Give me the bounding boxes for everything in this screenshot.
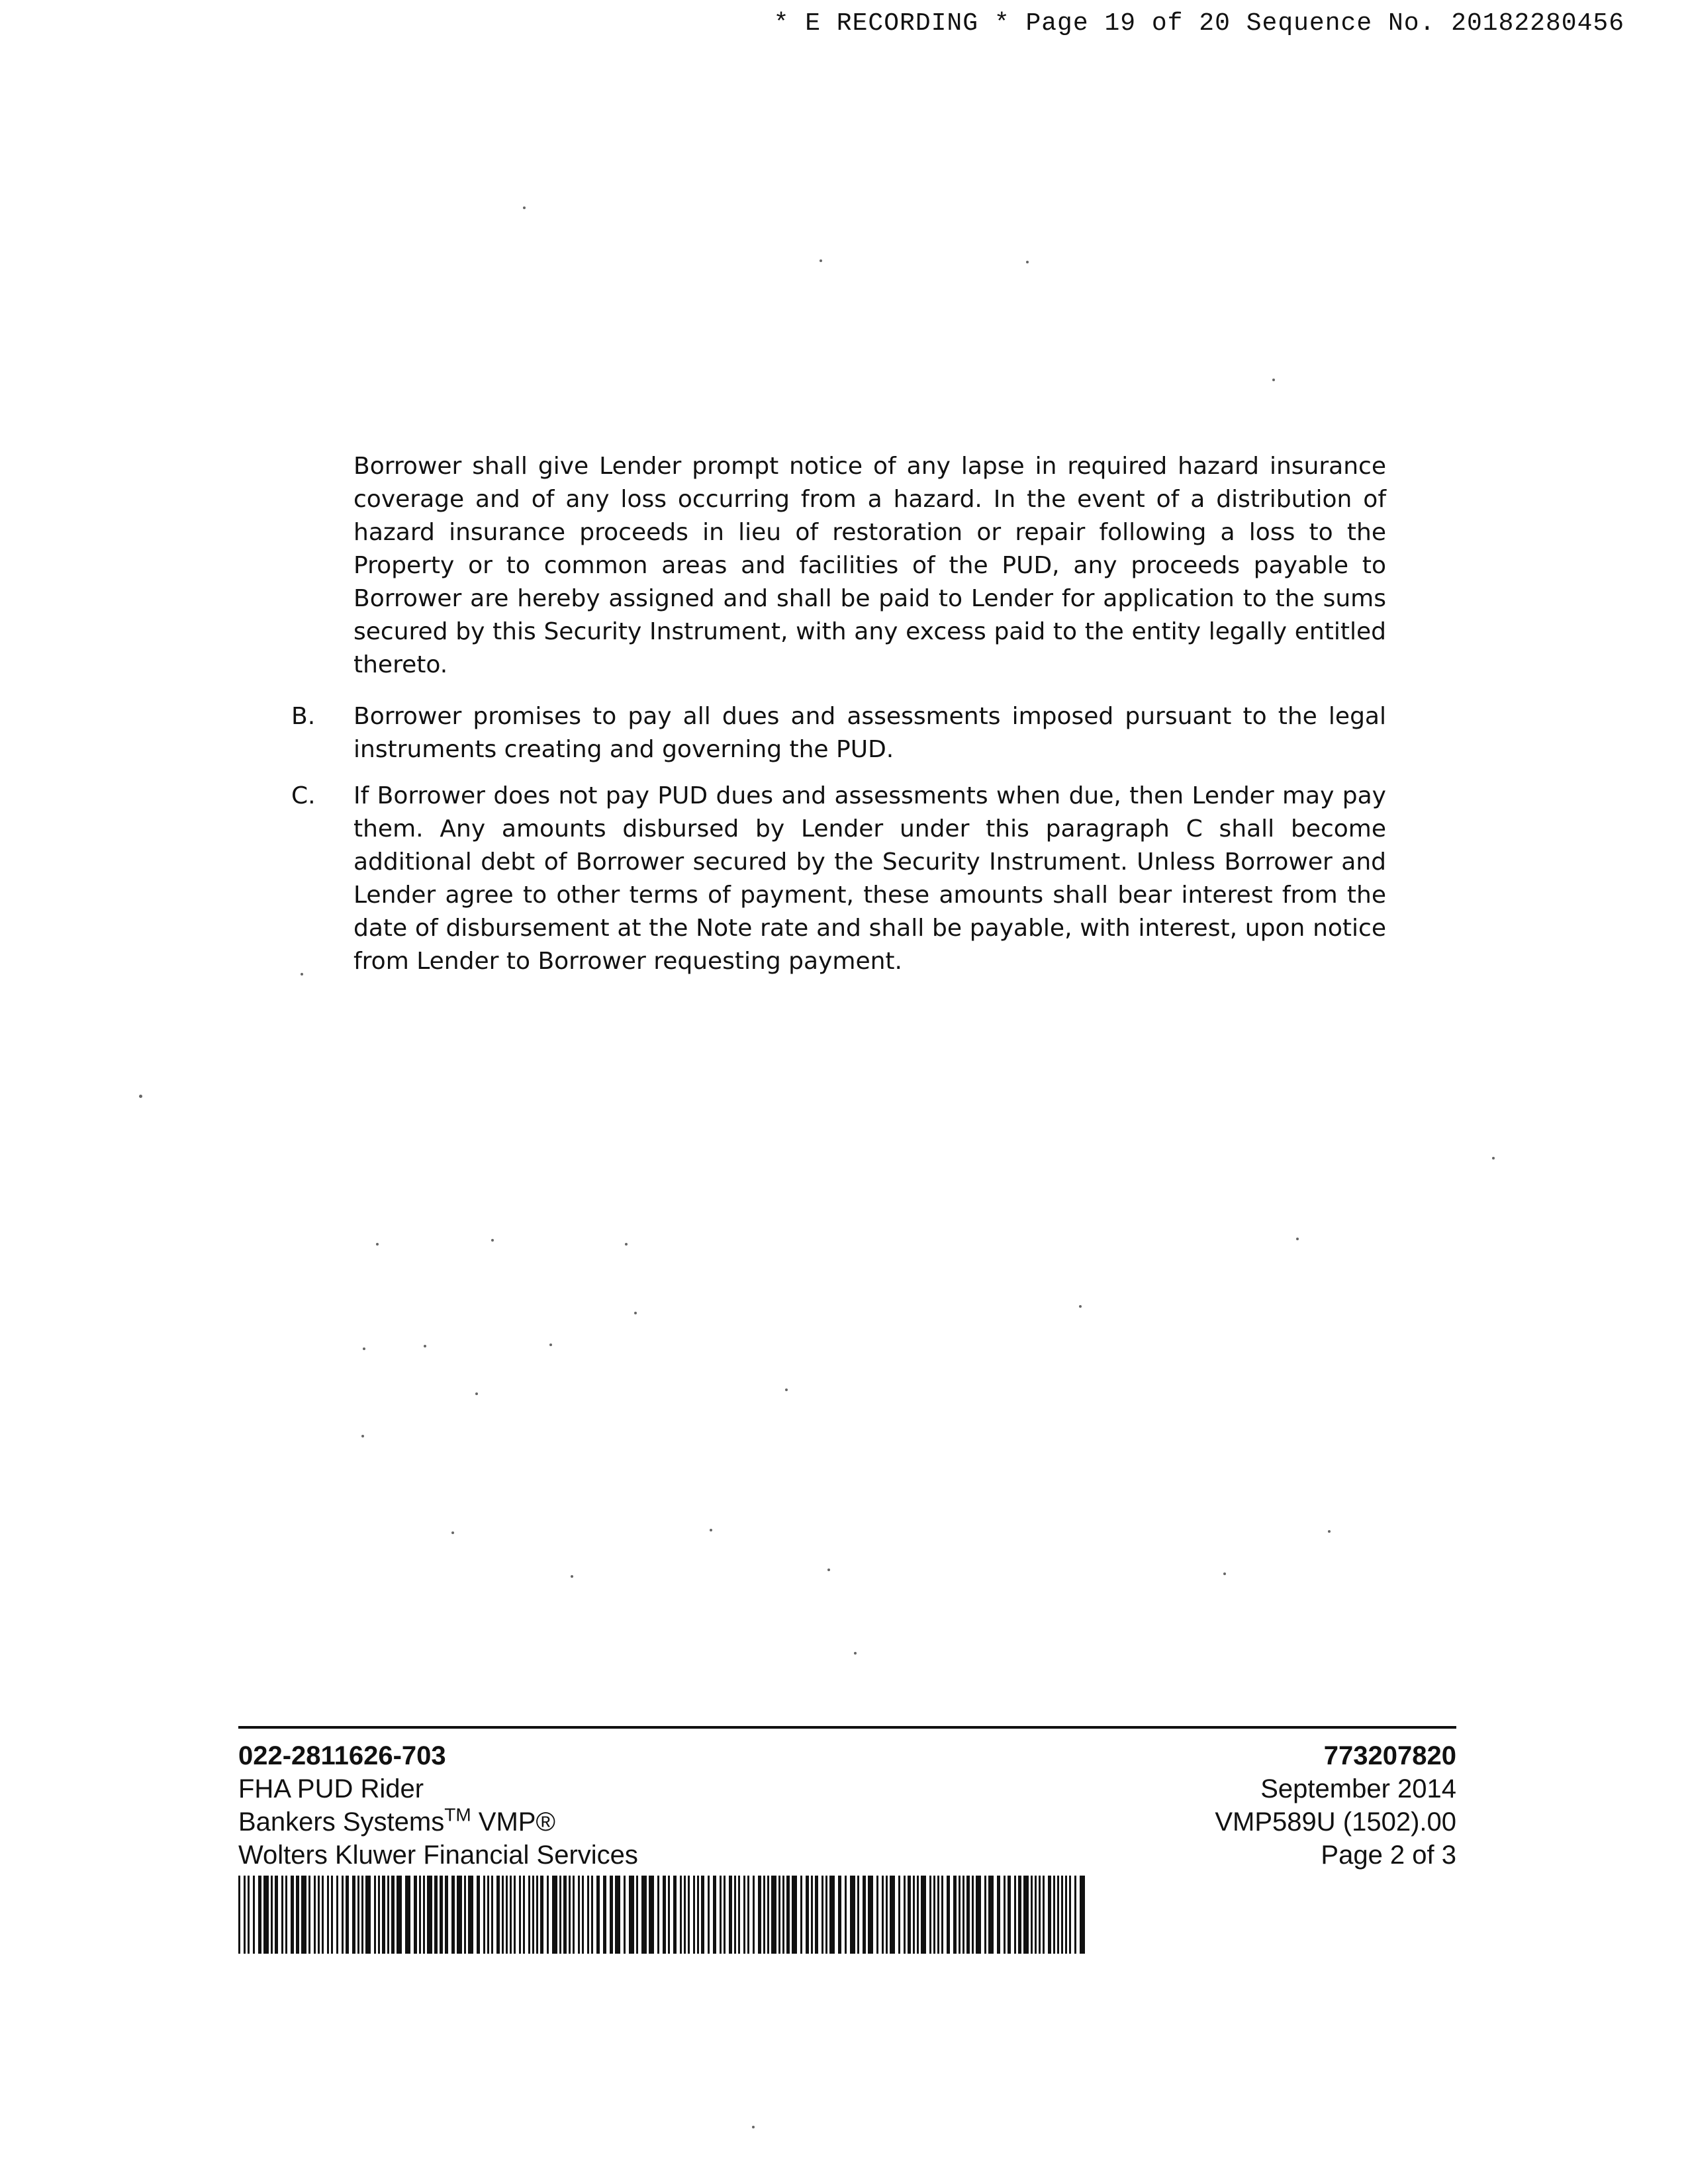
barcode-bar <box>296 1876 299 1954</box>
barcode-bar <box>540 1876 543 1954</box>
barcode-bar <box>419 1876 421 1954</box>
item-text: Borrower promises to pay all dues and assessments imposed pursuant to the legal instruments creating and governing the PUD. <box>353 703 1386 763</box>
barcode-bar <box>519 1876 521 1954</box>
recording-header: * E RECORDING * Page 19 of 20 Sequence No. 20182280456 <box>773 9 1624 38</box>
barcode-bar <box>281 1876 283 1954</box>
barcode-bar <box>1061 1876 1063 1954</box>
barcode-bar <box>825 1876 827 1954</box>
item-b <box>291 700 1386 766</box>
barcode-bar <box>763 1876 765 1954</box>
barcode-bar <box>1080 1876 1085 1954</box>
barcode-bar <box>882 1876 884 1954</box>
barcode-bar <box>506 1876 508 1954</box>
item-marker: B. <box>291 703 316 730</box>
barcode-bar <box>301 1876 306 1954</box>
barcode-bar <box>445 1876 448 1954</box>
barcode-bar <box>898 1876 900 1954</box>
barcode-bar <box>624 1876 626 1954</box>
footer-right <box>1215 1739 1456 1872</box>
barcode-bar <box>532 1876 534 1954</box>
barcode-bar <box>782 1876 784 1954</box>
barcode-bar <box>680 1876 682 1954</box>
barcode-bar <box>528 1876 530 1954</box>
barcode-bar <box>708 1876 710 1954</box>
barcode-bar <box>253 1876 255 1954</box>
barcode-bar <box>1069 1876 1071 1954</box>
publisher: Wolters Kluwer Financial Services <box>238 1841 638 1870</box>
footer-left <box>238 1739 638 1872</box>
barcode-bar <box>771 1876 776 1954</box>
barcode-bar <box>921 1876 926 1954</box>
barcode-bar <box>668 1876 670 1954</box>
item-text: If Borrower does not pay PUD dues and assessments when due, then Lender may pay them. Any amounts disbursed by Lender under this paragraph C shall become additional debt of Borrower secured by the Security Instrument. Unless Borrower and Lender agree to other terms of payment, these amounts shall bear interest from the date of disbursement at the Note rate and shall be payable, with interest, upon notice from Lender to Borrower requesting payment. <box>353 782 1386 975</box>
barcode-bar <box>792 1876 797 1954</box>
barcode-bar <box>815 1876 818 1954</box>
barcode-bar <box>547 1876 549 1954</box>
barcode-bar <box>811 1876 813 1954</box>
barcode-bar <box>738 1876 740 1954</box>
barcode-bar <box>591 1876 593 1954</box>
barcode-bar <box>890 1876 895 1954</box>
barcode-bar <box>947 1876 950 1954</box>
barcode-bar <box>382 1876 385 1954</box>
barcode-bar <box>314 1876 316 1954</box>
barcode-bar <box>701 1876 704 1954</box>
barcode-bar <box>248 1876 250 1954</box>
barcode-bar <box>308 1876 310 1954</box>
barcode-bar <box>361 1876 363 1954</box>
barcode-bar <box>327 1876 329 1954</box>
barcode-bar <box>913 1876 915 1954</box>
barcode-bar <box>291 1876 294 1954</box>
barcode-bar <box>850 1876 855 1954</box>
barcode-bar <box>427 1876 432 1954</box>
barcode-bar <box>933 1876 935 1954</box>
barcode-bar <box>405 1876 410 1954</box>
page-label: Page 2 of 3 <box>1321 1841 1456 1870</box>
barcode-bar <box>440 1876 443 1954</box>
barcode-bar <box>569 1876 571 1954</box>
paragraph-a: Borrower shall give Lender prompt notice of any lapse in required hazard insurance coverage and of any loss occurring from a hazard. In the event of a distribution of hazard insurance proceeds in lieu of restoration or repair following a loss to the Property or to common areas and facilities of the PUD, any proceeds payable to Borrower are hereby assigned and shall be paid to Lender for application to the sums secured by this Security Instrument, with any excess paid to the entity legally entitled thereto. <box>353 453 1386 678</box>
barcode-bar <box>800 1876 802 1954</box>
barcode-bar <box>724 1876 726 1954</box>
barcode-bar <box>984 1876 986 1954</box>
barcode-bar <box>863 1876 866 1954</box>
item-marker: C. <box>291 782 316 809</box>
barcode-bar <box>331 1876 333 1954</box>
barcode-bar <box>491 1876 493 1954</box>
barcode-bar <box>673 1876 677 1954</box>
barcode-bar <box>693 1876 695 1954</box>
barcode-bar <box>552 1876 557 1954</box>
doc-number: 773207820 <box>1323 1741 1456 1770</box>
barcode-bar <box>610 1876 613 1954</box>
barcode-bar <box>397 1876 402 1954</box>
barcode-bar <box>414 1876 417 1954</box>
footer-rule <box>238 1726 1456 1729</box>
barcode-bar <box>657 1876 659 1954</box>
barcode-bar <box>464 1876 466 1954</box>
barcode-bar <box>697 1876 699 1954</box>
barcode-bar <box>829 1876 835 1954</box>
barcode-bar <box>559 1876 561 1954</box>
loan-number: 022-2811626-703 <box>238 1741 446 1770</box>
vendor-line <box>238 1805 638 1839</box>
barcode-bar <box>244 1876 246 1954</box>
barcode-bar <box>1018 1876 1021 1954</box>
barcode-bar <box>483 1876 485 1954</box>
barcode-bar <box>1057 1876 1059 1954</box>
barcode-bar <box>352 1876 355 1954</box>
barcode-bar <box>629 1876 634 1954</box>
barcode-bar <box>857 1876 859 1954</box>
barcode-bar <box>573 1876 575 1954</box>
barcode-bar <box>941 1876 943 1954</box>
barcode-bar <box>821 1876 823 1954</box>
barcode-bar <box>1053 1876 1055 1954</box>
form-date: September 2014 <box>1260 1774 1456 1803</box>
barcode-bar <box>615 1876 620 1954</box>
barcode-bar <box>451 1876 455 1954</box>
barcode-bar <box>972 1876 974 1954</box>
barcode-bar <box>271 1876 273 1954</box>
barcode-bar <box>468 1876 473 1954</box>
barcode-bar <box>753 1876 755 1954</box>
barcode-bar <box>959 1876 961 1954</box>
barcode-bar <box>767 1876 769 1954</box>
barcode-bar <box>929 1876 931 1954</box>
barcode-bar <box>514 1876 516 1954</box>
barcode-bar <box>997 1876 1000 1954</box>
barcode-bar <box>729 1876 732 1954</box>
barcode-bar <box>603 1876 606 1954</box>
barcode-bar <box>578 1876 580 1954</box>
barcode-bar <box>988 1876 994 1954</box>
barcode-bar <box>636 1876 638 1954</box>
barcode-bar <box>937 1876 939 1954</box>
barcode-bar <box>536 1876 538 1954</box>
barcode-bar <box>904 1876 906 1954</box>
barcode-bar <box>487 1876 489 1954</box>
barcode-bar <box>322 1876 324 1954</box>
form-code: VMP589U (1502).00 <box>1215 1807 1456 1837</box>
barcode-bar <box>663 1876 666 1954</box>
barcode-bar <box>747 1876 749 1954</box>
barcode-bar <box>391 1876 395 1954</box>
barcode-bar <box>734 1876 736 1954</box>
barcode-bar <box>868 1876 873 1954</box>
barcode-bar <box>587 1876 589 1954</box>
barcode-bar <box>502 1876 504 1954</box>
barcode-bar <box>786 1876 790 1954</box>
barcode-bar <box>962 1876 964 1954</box>
barcode-bar <box>886 1876 888 1954</box>
barcode-bar <box>720 1876 722 1954</box>
barcode-bar <box>318 1876 320 1954</box>
barcode-bar <box>457 1876 462 1954</box>
vendor-name: Bankers Systems <box>238 1807 445 1837</box>
barcode-bar <box>258 1876 261 1954</box>
barcode-bar <box>336 1876 338 1954</box>
barcode-bar <box>758 1876 761 1954</box>
form-title: FHA PUD Rider <box>238 1774 424 1803</box>
barcode-bar <box>838 1876 841 1954</box>
barcode-bar <box>357 1876 359 1954</box>
barcode-bar <box>238 1876 240 1954</box>
barcode-bar <box>263 1876 269 1954</box>
barcode-bar <box>845 1876 847 1954</box>
barcode-bar <box>423 1876 425 1954</box>
barcode-bar <box>342 1876 344 1954</box>
barcode-bar <box>477 1876 480 1954</box>
barcode-bar <box>1004 1876 1006 1954</box>
barcode-bar <box>1065 1876 1067 1954</box>
barcode-bar <box>1043 1876 1045 1954</box>
barcode-bar <box>1008 1876 1011 1954</box>
barcode-bar <box>976 1876 981 1954</box>
barcode-bar <box>434 1876 438 1954</box>
barcode-bar <box>596 1876 600 1954</box>
barcode-bar <box>684 1876 686 1954</box>
barcode-bar <box>641 1876 647 1954</box>
barcode-bar <box>743 1876 745 1954</box>
barcode <box>238 1876 1086 1954</box>
barcode-bar <box>1035 1876 1037 1954</box>
barcode-bar <box>285 1876 287 1954</box>
barcode-bar <box>1039 1876 1041 1954</box>
barcode-bar <box>523 1876 525 1954</box>
barcode-bar <box>563 1876 567 1954</box>
barcode-bar <box>917 1876 919 1954</box>
item-c <box>291 780 1386 978</box>
barcode-bar <box>1023 1876 1029 1954</box>
trademark-mark: TM <box>444 1804 471 1825</box>
barcode-bar <box>649 1876 654 1954</box>
barcode-bar <box>346 1876 349 1954</box>
barcode-bar <box>876 1876 878 1954</box>
barcode-bar <box>778 1876 780 1954</box>
barcode-bar <box>713 1876 716 1954</box>
barcode-bar <box>374 1876 376 1954</box>
barcode-bar <box>1014 1876 1016 1954</box>
barcode-bar <box>365 1876 371 1954</box>
barcode-bar <box>1048 1876 1051 1954</box>
barcode-bar <box>908 1876 911 1954</box>
barcode-bar <box>966 1876 970 1954</box>
barcode-bar <box>953 1876 957 1954</box>
barcode-bar <box>688 1876 690 1954</box>
vendor-product: VMP® <box>478 1807 555 1837</box>
barcode-bar <box>496 1876 500 1954</box>
barcode-bar <box>582 1876 584 1954</box>
barcode-bar <box>510 1876 512 1954</box>
barcode-bar <box>275 1876 278 1954</box>
barcode-bar <box>1031 1876 1033 1954</box>
barcode-bar <box>1074 1876 1076 1954</box>
barcode-bar <box>387 1876 389 1954</box>
barcode-bar <box>378 1876 380 1954</box>
barcode-bar <box>806 1876 809 1954</box>
